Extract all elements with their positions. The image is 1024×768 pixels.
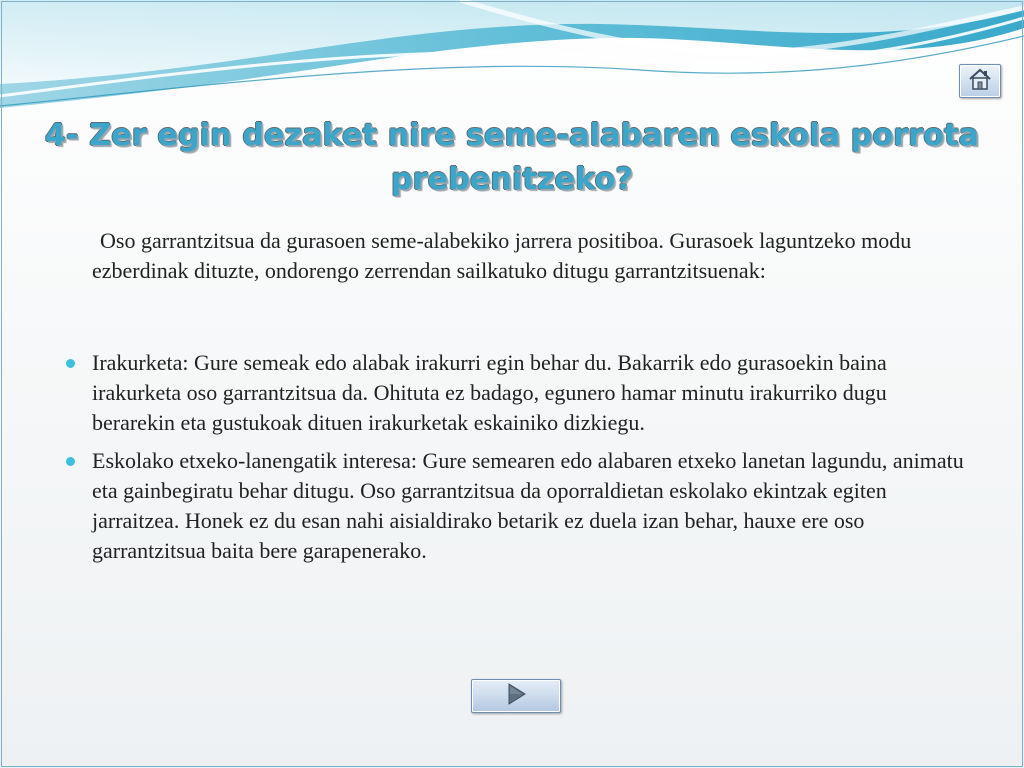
bullet-dot-icon bbox=[66, 457, 75, 466]
home-button[interactable] bbox=[959, 64, 1001, 98]
bullet-item-homework bbox=[92, 446, 972, 566]
slide-body bbox=[92, 226, 972, 574]
slide-title bbox=[40, 114, 984, 202]
bullet-text: Irakurketa: Gure semeak edo alabak irakurri egin behar du. Bakarrik edo gurasoekin baina irakurketa oso garrantzitsua da. Ohituta ez badago, egunero hamar minutu irakurriko dugu berarekin eta gustukoak dituen irakurketak eskainiko dizkiegu. bbox=[92, 350, 887, 435]
slide-title-line-1: 4- Zer egin dezaket nire seme-alabaren eskola porrota bbox=[44, 118, 980, 153]
next-slide-button[interactable] bbox=[471, 679, 561, 713]
slide-title-line-2: prebenitzeko? bbox=[391, 162, 633, 197]
play-triangle-icon bbox=[503, 681, 529, 712]
bullet-item-reading bbox=[92, 348, 972, 438]
house-icon bbox=[967, 67, 993, 96]
wave-header-decoration bbox=[0, 0, 1024, 120]
bullet-dot-icon bbox=[66, 359, 75, 368]
intro-paragraph: Oso garrantzitsua da gurasoen seme-alabekiko jarrera positiboa. Gurasoek laguntzeko modu ezberdinak dituzte, ondorengo zerrendan sailkatuko ditugu garrantzitsuenak: bbox=[92, 228, 912, 283]
bullet-text: Eskolako etxeko-lanengatik interesa: Gure semearen edo alabaren etxeko lanetan lagundu, animatu eta gainbegiratu behar ditugu. Oso garrantzitsua da oporraldietan eskolako ekintzak egiten jarraitzea. Honek ez du esan nahi aisialdirako betarik ez duela izan behar, hauxe ere oso garrantzitsua baita bere garapenerako. bbox=[92, 448, 964, 563]
